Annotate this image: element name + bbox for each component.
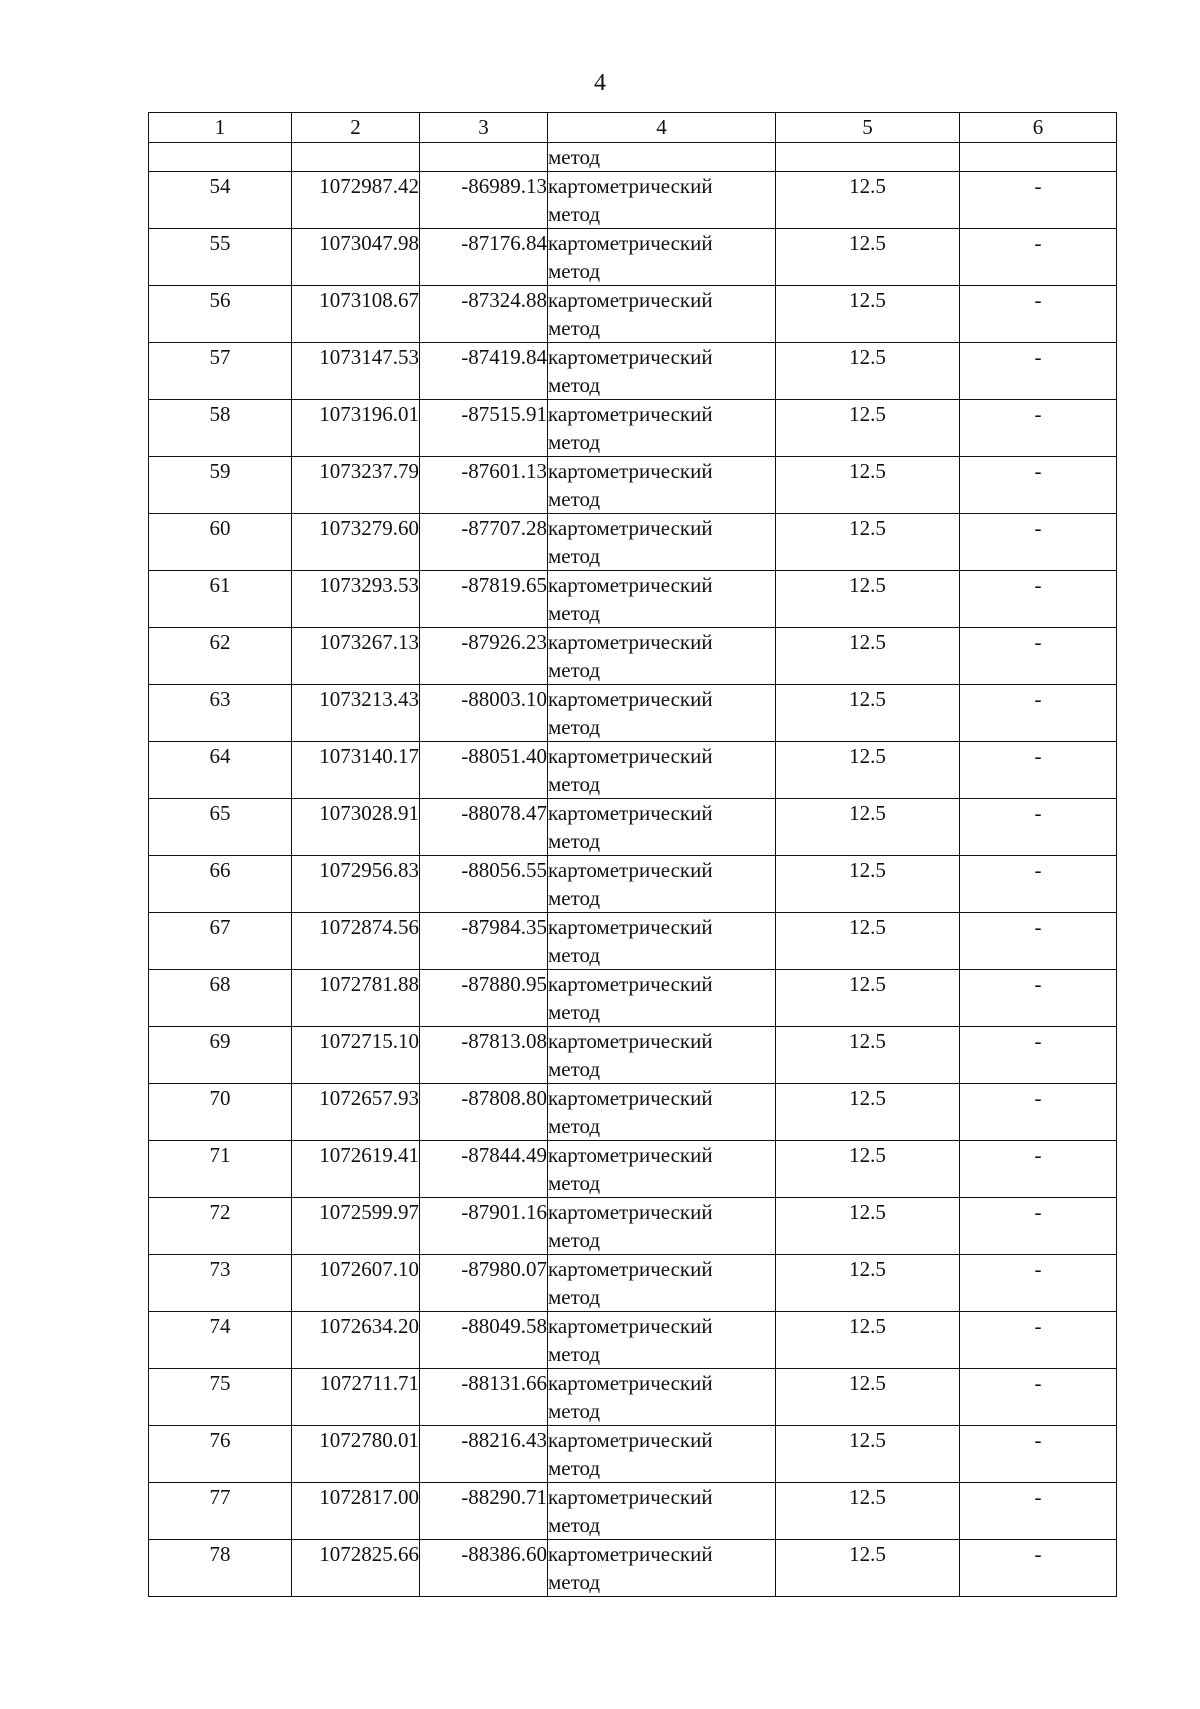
header-cell: 4 [548,113,776,143]
method-line-1: картометрический [548,687,713,711]
precision-cell: 12.5 [776,1312,960,1369]
table-row [149,1483,1117,1540]
precision-cell: 12.5 [776,1084,960,1141]
y-coordinate-cell: -87844.49 [420,1141,548,1198]
point-number-cell: 54 [149,172,292,229]
extra-cell: - [960,343,1117,400]
y-coordinate-cell: -88051.40 [420,742,548,799]
extra-cell: - [960,628,1117,685]
header-cell: 2 [292,113,420,143]
x-coordinate-cell: 1072607.10 [292,1255,420,1312]
method-line-1: картометрический [548,1029,713,1053]
x-coordinate-cell: 1072817.00 [292,1483,420,1540]
extra-cell: - [960,1084,1117,1141]
precision-cell: 12.5 [776,229,960,286]
table-row [149,1312,1117,1369]
y-coordinate-cell: -88078.47 [420,799,548,856]
x-coordinate-cell: 1073237.79 [292,457,420,514]
method-cell [548,571,776,628]
extra-cell: - [960,514,1117,571]
x-coordinate-cell: 1072780.01 [292,1426,420,1483]
y-coordinate-cell: -88216.43 [420,1426,548,1483]
method-line-1: картометрический [548,459,713,483]
table-row [149,1084,1117,1141]
x-coordinate-cell: 1072715.10 [292,1027,420,1084]
point-number-cell: 74 [149,1312,292,1369]
precision-cell: 12.5 [776,1255,960,1312]
method-line-2: метод [548,886,601,910]
method-line-2: метод [548,601,601,625]
y-coordinate-cell: -88131.66 [420,1369,548,1426]
x-coordinate-cell: 1073267.13 [292,628,420,685]
precision-cell: 12.5 [776,1369,960,1426]
method-line-2: метод [548,1285,601,1309]
method-cell [548,514,776,571]
x-coordinate-cell: 1073147.53 [292,343,420,400]
method-line-2: метод [548,1399,601,1423]
page-number: 4 [594,70,606,96]
table-row [149,343,1117,400]
point-number-cell: 55 [149,229,292,286]
method-line-2: метод [548,1456,601,1480]
method-cell [548,1312,776,1369]
method-line-1: картометрический [548,516,713,540]
method-line-1: картометрический [548,573,713,597]
method-line-2: метод [548,1171,601,1195]
precision-cell: 12.5 [776,1540,960,1597]
method-line-2: метод [548,829,601,853]
method-line-1: картометрический [548,1371,713,1395]
method-cell [548,685,776,742]
table-row [149,1141,1117,1198]
method-line-2: метод [548,1570,601,1594]
y-coordinate-cell: -87324.88 [420,286,548,343]
x-coordinate-cell: 1072956.83 [292,856,420,913]
point-number-cell: 78 [149,1540,292,1597]
extra-cell: - [960,1483,1117,1540]
extra-cell: - [960,286,1117,343]
point-number-cell: 66 [149,856,292,913]
method-line-2: метод [548,430,601,454]
table-row [149,913,1117,970]
y-coordinate-cell: -88386.60 [420,1540,548,1597]
method-cell [548,1084,776,1141]
header-cell: 6 [960,113,1117,143]
method-cell [548,1198,776,1255]
method-line-2: метод [548,202,601,226]
method-cell [548,628,776,685]
method-cell [548,913,776,970]
point-number-cell: 67 [149,913,292,970]
x-coordinate-cell: 1072599.97 [292,1198,420,1255]
method-cell [548,1426,776,1483]
method-line-1: картометрический [548,1257,713,1281]
table-row [149,571,1117,628]
method-line-1: картометрический [548,972,713,996]
method-line-2: метод [548,1513,601,1537]
method-line-2: метод [548,1000,601,1024]
x-coordinate-cell: 1073279.60 [292,514,420,571]
table-row [149,1369,1117,1426]
precision-cell: 12.5 [776,400,960,457]
method-line-1: картометрический [548,744,713,768]
extra-cell: - [960,1540,1117,1597]
method-line-2: метод [548,373,601,397]
point-number-cell: 72 [149,1198,292,1255]
method-line-2: метод [548,316,601,340]
point-number-cell: 63 [149,685,292,742]
method-line-1: картометрический [548,915,713,939]
y-coordinate-cell: -87813.08 [420,1027,548,1084]
x-coordinate-cell: 1072634.20 [292,1312,420,1369]
precision-cell: 12.5 [776,1426,960,1483]
precision-cell: 12.5 [776,799,960,856]
table-row [149,970,1117,1027]
table-row [149,856,1117,913]
extra-cell: - [960,913,1117,970]
extra-cell: - [960,400,1117,457]
point-number-cell: 69 [149,1027,292,1084]
method-line-1: картометрический [548,858,713,882]
precision-cell: 12.5 [776,970,960,1027]
table-row [149,172,1117,229]
method-line-1: картометрический [548,1086,713,1110]
point-number-cell: 70 [149,1084,292,1141]
precision-cell: 12.5 [776,856,960,913]
method-cell [548,799,776,856]
precision-cell: 12.5 [776,457,960,514]
method-line-2: метод [548,487,601,511]
point-number-cell: 57 [149,343,292,400]
extra-cell: - [960,1369,1117,1426]
extra-cell: - [960,1255,1117,1312]
table-row [149,628,1117,685]
method-cell [548,1540,776,1597]
extra-cell: - [960,1141,1117,1198]
extra-cell: - [960,1198,1117,1255]
precision-cell: 12.5 [776,514,960,571]
precision-cell: 12.5 [776,286,960,343]
table-row [149,1426,1117,1483]
precision-cell: 12.5 [776,628,960,685]
y-coordinate-cell: -87707.28 [420,514,548,571]
point-number-cell: 73 [149,1255,292,1312]
method-line-2: метод [548,1228,601,1252]
y-coordinate-cell: -87926.23 [420,628,548,685]
method-line-2: метод [548,544,601,568]
table-row [149,1255,1117,1312]
method-cell [548,286,776,343]
continuation-cell: метод [548,143,776,172]
point-number-cell: 62 [149,628,292,685]
table-row [149,799,1117,856]
x-coordinate-cell: 1072619.41 [292,1141,420,1198]
method-cell [548,343,776,400]
y-coordinate-cell: -87880.95 [420,970,548,1027]
point-number-cell: 60 [149,514,292,571]
method-line-2: метод [548,658,601,682]
continuation-cell [420,143,548,172]
method-line-1: картометрический [548,1314,713,1338]
method-cell [548,400,776,457]
extra-cell: - [960,799,1117,856]
point-number-cell: 71 [149,1141,292,1198]
extra-cell: - [960,685,1117,742]
x-coordinate-cell: 1073108.67 [292,286,420,343]
point-number-cell: 65 [149,799,292,856]
point-number-cell: 77 [149,1483,292,1540]
method-line-1: картометрический [548,288,713,312]
y-coordinate-cell: -87515.91 [420,400,548,457]
y-coordinate-cell: -87901.16 [420,1198,548,1255]
extra-cell: - [960,742,1117,799]
x-coordinate-cell: 1073047.98 [292,229,420,286]
y-coordinate-cell: -88003.10 [420,685,548,742]
header-cell: 3 [420,113,548,143]
method-cell [548,229,776,286]
table-row [149,1540,1117,1597]
extra-cell: - [960,1027,1117,1084]
y-coordinate-cell: -88049.58 [420,1312,548,1369]
table-body [149,113,1117,1597]
continuation-cell [960,143,1117,172]
precision-cell: 12.5 [776,685,960,742]
point-number-cell: 58 [149,400,292,457]
x-coordinate-cell: 1073028.91 [292,799,420,856]
continuation-row [149,143,1117,172]
method-line-1: картометрический [548,1143,713,1167]
point-number-cell: 56 [149,286,292,343]
method-cell [548,1369,776,1426]
method-line-2: метод [548,715,601,739]
method-line-2: метод [548,259,601,283]
coordinates-table [148,112,1117,1597]
x-coordinate-cell: 1072987.42 [292,172,420,229]
continuation-cell [776,143,960,172]
x-coordinate-cell: 1073196.01 [292,400,420,457]
y-coordinate-cell: -87980.07 [420,1255,548,1312]
method-line-2: метод [548,1114,601,1138]
y-coordinate-cell: -86989.13 [420,172,548,229]
extra-cell: - [960,457,1117,514]
precision-cell: 12.5 [776,172,960,229]
method-line-1: картометрический [548,345,713,369]
table-row [149,1198,1117,1255]
header-row [149,113,1117,143]
method-line-1: картометрический [548,1200,713,1224]
table-row [149,1027,1117,1084]
y-coordinate-cell: -88056.55 [420,856,548,913]
method-line-1: картометрический [548,1542,713,1566]
extra-cell: - [960,571,1117,628]
table-row [149,229,1117,286]
method-line-1: картометрический [548,630,713,654]
extra-cell: - [960,1312,1117,1369]
extra-cell: - [960,172,1117,229]
method-line-2: метод [548,772,601,796]
y-coordinate-cell: -87419.84 [420,343,548,400]
point-number-cell: 61 [149,571,292,628]
x-coordinate-cell: 1072657.93 [292,1084,420,1141]
method-line-2: метод [548,1342,601,1366]
method-line-1: картометрический [548,801,713,825]
precision-cell: 12.5 [776,913,960,970]
method-line-1: картометрический [548,231,713,255]
x-coordinate-cell: 1072874.56 [292,913,420,970]
table-row [149,685,1117,742]
x-coordinate-cell: 1073140.17 [292,742,420,799]
x-coordinate-cell: 1072825.66 [292,1540,420,1597]
method-line-1: картометрический [548,1428,713,1452]
y-coordinate-cell: -87601.13 [420,457,548,514]
method-cell [548,1255,776,1312]
precision-cell: 12.5 [776,1483,960,1540]
y-coordinate-cell: -87819.65 [420,571,548,628]
extra-cell: - [960,970,1117,1027]
table-row [149,457,1117,514]
extra-cell: - [960,1426,1117,1483]
x-coordinate-cell: 1072781.88 [292,970,420,1027]
method-cell [548,172,776,229]
x-coordinate-cell: 1073293.53 [292,571,420,628]
header-cell: 1 [149,113,292,143]
precision-cell: 12.5 [776,343,960,400]
extra-cell: - [960,229,1117,286]
y-coordinate-cell: -88290.71 [420,1483,548,1540]
table-row [149,742,1117,799]
extra-cell: - [960,856,1117,913]
continuation-cell [149,143,292,172]
table-row [149,286,1117,343]
precision-cell: 12.5 [776,1027,960,1084]
method-line-1: картометрический [548,174,713,198]
method-cell [548,1141,776,1198]
method-cell [548,1483,776,1540]
point-number-cell: 75 [149,1369,292,1426]
method-cell [548,742,776,799]
x-coordinate-cell: 1072711.71 [292,1369,420,1426]
continuation-cell [292,143,420,172]
point-number-cell: 76 [149,1426,292,1483]
method-cell [548,457,776,514]
precision-cell: 12.5 [776,1198,960,1255]
precision-cell: 12.5 [776,1141,960,1198]
method-line-1: картометрический [548,402,713,426]
point-number-cell: 68 [149,970,292,1027]
point-number-cell: 59 [149,457,292,514]
method-cell [548,1027,776,1084]
y-coordinate-cell: -87984.35 [420,913,548,970]
method-cell [548,970,776,1027]
header-cell: 5 [776,113,960,143]
precision-cell: 12.5 [776,742,960,799]
table-row [149,400,1117,457]
point-number-cell: 64 [149,742,292,799]
method-cell [548,856,776,913]
method-line-1: картометрический [548,1485,713,1509]
table-row [149,514,1117,571]
y-coordinate-cell: -87176.84 [420,229,548,286]
y-coordinate-cell: -87808.80 [420,1084,548,1141]
precision-cell: 12.5 [776,571,960,628]
method-line-2: метод [548,943,601,967]
x-coordinate-cell: 1073213.43 [292,685,420,742]
method-line-2: метод [548,1057,601,1081]
